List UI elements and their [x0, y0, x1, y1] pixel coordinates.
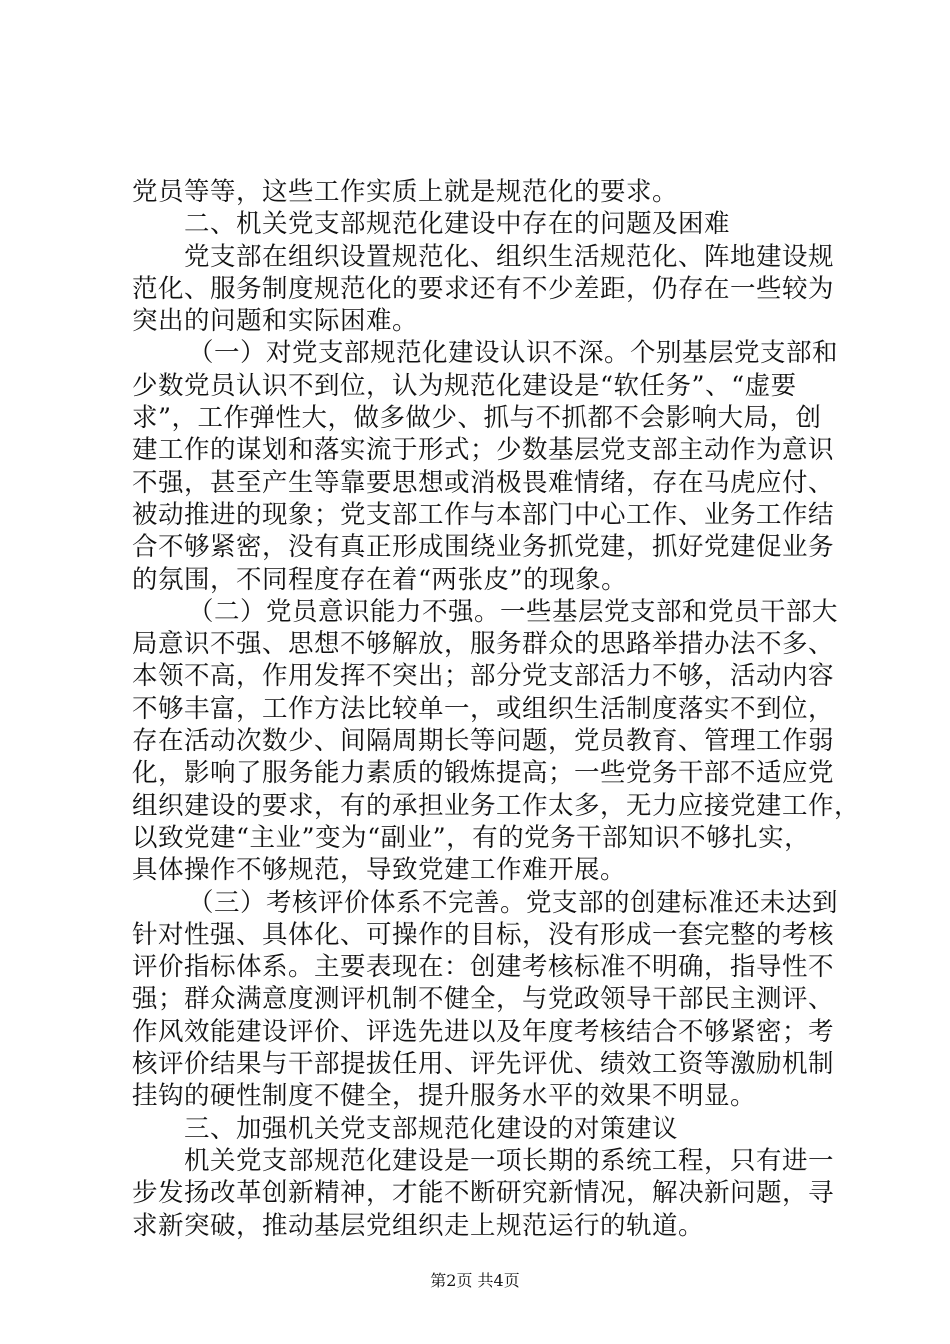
document-body [132, 176, 861, 1242]
body-text-line: 化，影响了服务能力素质的锻炼提高；一些党务干部不适应党 [132, 758, 835, 789]
body-text-line: 核评价结果与干部提拔任用、评先评优、绩效工资等激励机制 [132, 1049, 835, 1080]
subsection-first-line: （三）考核评价体系不完善。党支部的创建标准还未达到 [188, 887, 839, 918]
body-text-line: 以致党建“主业”变为“副业”，有的党务干部知识不够扎实， [132, 822, 811, 853]
body-text-line: 步发扬改革创新精神，才能不断研究新情况，解决新问题，寻 [132, 1178, 835, 1209]
body-text-line: 强；群众满意度测评机制不健全，与党政领导干部民主测评、 [132, 984, 835, 1015]
paragraph-first-line: 党支部在组织设置规范化、组织生活规范化、阵地建设规 [184, 241, 835, 272]
body-text-line: 少数党员认识不到位，认为规范化建设是“软任务”、“虚要 [132, 370, 797, 401]
body-text-line: 具体操作不够规范，导致党建工作难开展。 [132, 855, 627, 886]
body-text-line: 突出的问题和实际困难。 [132, 306, 419, 337]
body-text-line: 求新突破，推动基层党组织走上规范运行的轨道。 [132, 1210, 705, 1241]
body-text-line: 组织建设的要求，有的承担业务工作太多，无力应接党建工作， [132, 790, 861, 821]
subsection-first-line: （二）党员意识能力不强。一些基层党支部和党员干部大 [188, 596, 839, 627]
page-footer [0, 1271, 950, 1291]
page-number: 第2页 [430, 1271, 473, 1290]
body-text-line: 本领不高，作用发挥不突出；部分党支部活力不够，活动内容 [132, 661, 835, 692]
section-heading: 二、机关党支部规范化建设中存在的问题及困难 [184, 209, 731, 240]
body-text-line: 合不够紧密，没有真正形成围绕业务抓党建，抓好党建促业务 [132, 532, 835, 563]
paragraph-first-line: 机关党支部规范化建设是一项长期的系统工程，只有进一 [184, 1145, 835, 1176]
body-text-line: 不够丰富，工作方法比较单一，或组织生活制度落实不到位， [132, 693, 835, 724]
body-text-line: 存在活动次数少、间隔周期长等问题，党员教育、管理工作弱 [132, 726, 835, 757]
page-total: 共4页 [477, 1271, 520, 1290]
body-text-line: 建工作的谋划和落实流于形式；少数基层党支部主动作为意识 [132, 435, 835, 466]
body-text-line: 评价指标体系。主要表现在：创建考核标准不明确，指导性不 [132, 952, 835, 983]
body-text-line: 作风效能建设评价、评选先进以及年度考核结合不够紧密；考 [132, 1016, 835, 1047]
body-text-line: 求”，工作弹性大，做多做少、抓与不抓都不会影响大局，创 [132, 403, 822, 434]
subsection-first-line: （一）对党支部规范化建设认识不深。个别基层党支部和 [188, 338, 839, 369]
body-text-line: 党员等等，这些工作实质上就是规范化的要求。 [132, 177, 679, 207]
body-text-line: 针对性强、具体化、可操作的目标，没有形成一套完整的考核 [132, 919, 835, 950]
body-text-line: 范化、服务制度规范化的要求还有不少差距，仍存在一些较为 [132, 273, 835, 304]
body-text-line: 挂钩的硬性制度不健全，提升服务水平的效果不明显。 [132, 1081, 757, 1112]
body-text-line: 不强，甚至产生等靠要思想或消极畏难情绪，存在马虎应付、 [132, 467, 835, 498]
body-text-line: 的氛围，不同程度存在着“两张皮”的现象。 [132, 564, 628, 595]
section-heading: 三、加强机关党支部规范化建设的对策建议 [184, 1113, 679, 1144]
body-text-line: 被动推进的现象；党支部工作与本部门中心工作、业务工作结 [132, 499, 835, 530]
body-text-line: 局意识不强、思想不够解放，服务群众的思路举措办法不多、 [132, 629, 835, 660]
